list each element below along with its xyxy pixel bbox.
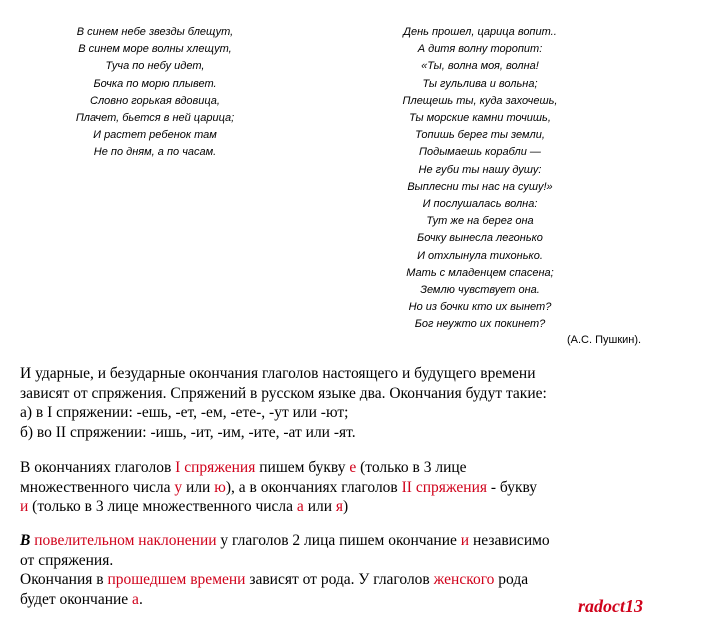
text: пишем букву xyxy=(255,459,350,476)
poem-line: Словно горькая вдовица, xyxy=(90,94,220,107)
highlight: I спряжения xyxy=(175,459,256,476)
rule-line xyxy=(20,497,692,517)
poem-line: В синем небе звезды блещут, xyxy=(76,26,234,38)
poem-line: Бог неужто их покинет? xyxy=(414,318,546,331)
text: зависят от рода. У глаголов xyxy=(245,571,434,588)
poem-line: В синем море волны хлещут, xyxy=(78,43,232,56)
poem-right xyxy=(330,24,630,334)
poem-line: Плещешь ты, куда захочешь, xyxy=(402,94,558,107)
poem-line: Подымаешь корабли — xyxy=(419,146,541,159)
highlight: прошедшем времени xyxy=(107,571,246,588)
rule-line: зависят от спряжения. Спряжений в русском языке два. Окончания будут такие: xyxy=(20,384,547,402)
poem-line: Не губи ты нашу душу: xyxy=(418,163,542,176)
author-signature: radoct13 xyxy=(578,596,643,616)
poem-line: Выплесни ты нас на сушу!» xyxy=(407,180,553,193)
rule-letter-choice xyxy=(20,458,692,517)
text: множественного числа xyxy=(20,478,175,496)
rule-conjugation-endings xyxy=(20,364,692,442)
poem-line: И растет ребенок там xyxy=(93,129,217,142)
text: у глаголов 2 лица пишем окончание xyxy=(216,532,461,549)
rule-line xyxy=(20,458,692,478)
poem-line: День прошел, царица вопит.. xyxy=(403,26,557,38)
poem-line: Бочка по морю плывет. xyxy=(93,77,217,90)
highlight: повелительном наклонении xyxy=(34,532,217,549)
rule-line xyxy=(20,570,692,590)
highlight: и xyxy=(20,498,29,515)
text: будет окончание xyxy=(20,590,133,608)
poem-line: Бочку вынесла легонько xyxy=(417,232,543,245)
text: или xyxy=(303,498,336,515)
text: ) xyxy=(343,498,349,515)
rule-line: И ударные, и безударные окончания глаголов настоящего и будущего времени xyxy=(20,365,536,382)
highlight: и xyxy=(460,532,470,549)
poem-line: Топишь берег ты земли, xyxy=(415,129,545,142)
highlight: женского xyxy=(433,571,495,588)
text: рода xyxy=(494,571,529,588)
poem-line: Землю чувствует она. xyxy=(420,284,540,297)
text: Окончания в xyxy=(20,571,108,588)
poem-line: И послушалась волна: xyxy=(422,198,538,211)
highlight: е xyxy=(349,459,357,476)
text: . xyxy=(138,590,143,608)
poem-line: «Ты, волна моя, волна! xyxy=(421,60,539,73)
poem-line: Туча по небу идет, xyxy=(105,60,205,73)
highlight: II спряжения xyxy=(401,478,487,496)
text: В окончаниях глаголов xyxy=(20,459,176,476)
poem-line: Плачет, бьется в ней царица; xyxy=(75,112,235,125)
poem-line: Ты морские камни точишь, xyxy=(409,112,551,125)
poem-author: (А.С. Пушкин). xyxy=(567,334,642,346)
poem-line: Не по дням, а по часам. xyxy=(93,146,217,159)
text: ), а в окончаниях глаголов xyxy=(225,478,402,496)
text: - букву xyxy=(487,478,538,496)
highlight: а xyxy=(296,498,304,515)
highlight: а xyxy=(132,590,139,608)
poem-line: А дитя волну торопит: xyxy=(417,43,543,56)
rule-line xyxy=(20,531,692,551)
poem-line: Ты гульлива и вольна; xyxy=(422,77,538,90)
rule-line: от спряжения. xyxy=(20,551,114,569)
highlight: у xyxy=(174,478,183,496)
poem-line: Мать с младенцем спасена; xyxy=(406,266,554,279)
text: независимо xyxy=(469,532,550,549)
poem-line: И отхлынула тихонько. xyxy=(417,249,543,262)
bold-initial: В xyxy=(20,532,31,549)
poem-line: Тут же на берег она xyxy=(426,215,534,228)
rule-line xyxy=(20,478,692,498)
text: (только в 3 лице множественного числа xyxy=(28,498,297,515)
rule-line: а) в I спряжении: -ешь, -ет, -ем, -ете-, -ут или -ют; xyxy=(20,404,349,421)
text: или xyxy=(182,478,215,496)
highlight: ю xyxy=(214,478,226,496)
rule-line: б) во II спряжении: -ишь, -ит, -им, -ите, -ат или -ят. xyxy=(20,423,356,441)
poem-line: Но из бочки кто их вынет? xyxy=(408,301,552,314)
poem-left xyxy=(20,24,290,162)
highlight: я xyxy=(335,498,344,515)
text: (только в 3 лице xyxy=(356,459,467,476)
